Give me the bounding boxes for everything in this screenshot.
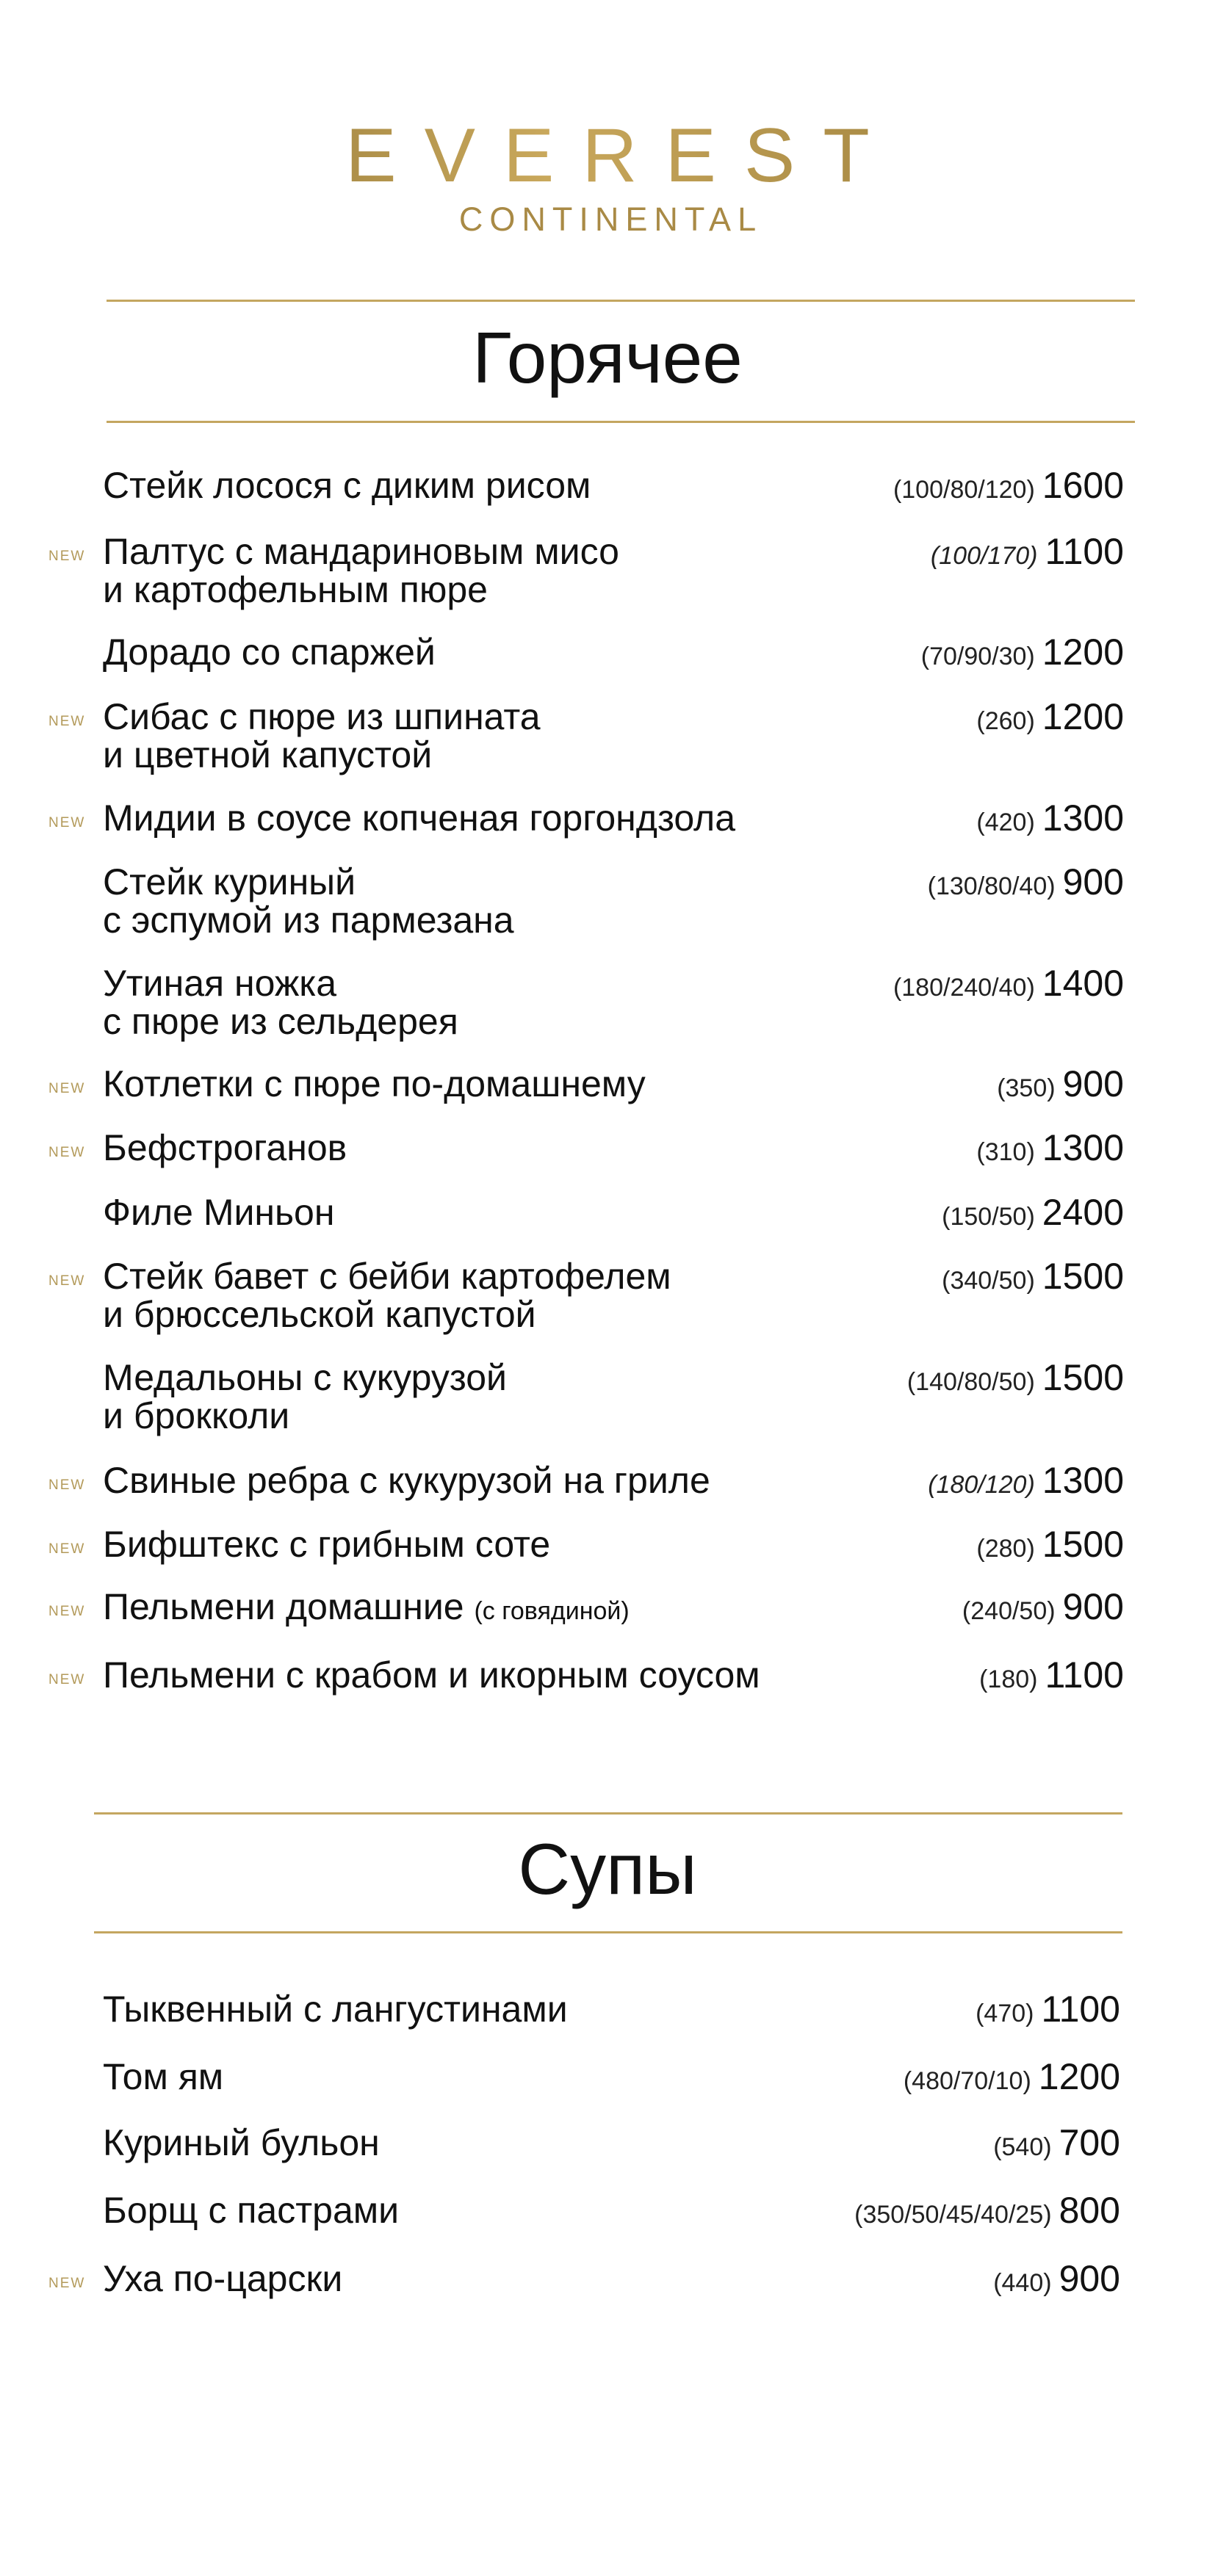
- dish-name-line-2: и цветной капустой: [103, 734, 433, 775]
- dish-price: 2400: [1042, 1192, 1124, 1233]
- dish-price: 1200: [1038, 2056, 1120, 2097]
- dish-price: 900: [1062, 861, 1124, 902]
- dish-name: [103, 1990, 881, 2028]
- dish-weight-price: [976, 1525, 1124, 1563]
- dish-name: [103, 1525, 881, 1563]
- dish-price: 1200: [1042, 696, 1124, 737]
- dish-name: [103, 2058, 881, 2096]
- dish-name: [103, 1193, 881, 1231]
- dish-weight: (280): [976, 1535, 1035, 1563]
- menu-item: [48, 696, 1124, 778]
- dish-price: 1100: [1045, 1654, 1124, 1696]
- dish-price: 700: [1059, 2122, 1120, 2163]
- dish-price: 1300: [1042, 1127, 1124, 1168]
- dish-weight: (130/80/40): [927, 872, 1056, 900]
- menu-item: [48, 1256, 1124, 1338]
- dish-weight-price: [942, 1193, 1124, 1231]
- dish-name: [103, 633, 881, 671]
- dish-weight: (350): [997, 1074, 1056, 1102]
- dish-name-line-2: и брюссельской капустой: [103, 1294, 536, 1335]
- dish-weight: (540): [993, 2133, 1052, 2161]
- menu-item: [48, 531, 1124, 613]
- menu-item: [48, 1654, 1124, 1737]
- dish-price: 1600: [1042, 465, 1124, 506]
- dish-name-line: Мидии в соусе копченая горгондзола: [103, 797, 736, 839]
- dish-weight-price: [907, 1358, 1124, 1397]
- new-badge: NEW: [48, 1145, 86, 1160]
- dish-weight: (340/50): [942, 1267, 1035, 1295]
- dish-name: [103, 863, 881, 939]
- dish-weight-price: [997, 1065, 1124, 1103]
- dish-price: 1300: [1042, 797, 1124, 839]
- dish-name: [103, 1461, 881, 1499]
- new-badge: NEW: [48, 549, 86, 564]
- brand-subtitle: CONTINENTAL: [458, 200, 763, 238]
- dish-name-line: Стейк лосося с диким рисом: [103, 465, 591, 506]
- dish-weight-price: [993, 2124, 1120, 2162]
- divider-soups-top: [94, 1812, 1122, 1815]
- dish-price: 1500: [1042, 1357, 1124, 1398]
- dish-name-line: Свиные ребра с кукурузой на гриле: [103, 1460, 710, 1501]
- dish-price: 1500: [1042, 1524, 1124, 1565]
- dish-price: 1100: [1041, 1989, 1120, 2030]
- dish-weight-price: [893, 466, 1124, 504]
- dish-name-line: Медальоны с кукурузой: [103, 1357, 507, 1398]
- dish-name: [103, 698, 881, 774]
- dish-name: [103, 799, 881, 837]
- dish-name-line: Тыквенный с лангустинами: [103, 1989, 568, 2030]
- menu-item: [103, 1358, 1124, 1439]
- dish-name-line: Сибас с пюре из шпината: [103, 696, 541, 737]
- dish-weight-price: [904, 2058, 1120, 2096]
- divider-soups-bottom: [94, 1931, 1122, 1933]
- dish-weight-price: [928, 1461, 1124, 1499]
- dish-weight-price: [976, 799, 1124, 837]
- new-badge: NEW: [48, 1541, 86, 1557]
- new-badge: NEW: [48, 1081, 86, 1096]
- dish-name: [103, 1065, 881, 1103]
- new-badge: NEW: [48, 2276, 86, 2291]
- dish-weight: (100/170): [930, 542, 1038, 570]
- new-badge: NEW: [48, 1604, 86, 1619]
- new-badge: NEW: [48, 1477, 86, 1493]
- dish-name-line: Бифштекс с грибным соте: [103, 1524, 551, 1565]
- dish-weight: (100/80/120): [893, 476, 1035, 504]
- dish-weight: (180/120): [928, 1471, 1035, 1499]
- dish-weight: (480/70/10): [903, 2067, 1031, 2095]
- dish-weight: (140/80/50): [906, 1368, 1035, 1396]
- dish-price: 1500: [1042, 1256, 1124, 1297]
- dish-weight-price: [976, 1129, 1124, 1167]
- dish-weight-price: [928, 863, 1124, 901]
- menu-item: [103, 863, 1124, 944]
- dish-name: [103, 2191, 881, 2229]
- dish-name: [103, 2260, 881, 2298]
- dish-weight-price: [893, 964, 1124, 1002]
- dish-weight-price: [921, 633, 1124, 671]
- dish-name-line: Стейк куриный: [103, 861, 356, 902]
- dish-note: (с говядиной): [474, 1597, 630, 1625]
- dish-name-line: Утиная ножка: [103, 963, 337, 1004]
- dish-name: [103, 2124, 881, 2162]
- dish-price: 1100: [1045, 531, 1124, 572]
- dish-name: [103, 1656, 881, 1694]
- dish-weight: (150/50): [942, 1203, 1035, 1231]
- dish-name-line-2: и брокколи: [103, 1395, 290, 1436]
- dish-price: 1300: [1042, 1460, 1124, 1501]
- dish-name: [103, 466, 881, 504]
- dish-name: [103, 1588, 881, 1630]
- new-badge: NEW: [48, 714, 86, 729]
- dish-name-line: Бефстроганов: [103, 1127, 347, 1168]
- dish-price: 900: [1059, 2258, 1120, 2299]
- dish-name-line-2: с эспумой из пармезана: [103, 900, 514, 941]
- dish-name: [103, 532, 881, 609]
- menu-item: [48, 2258, 1120, 2340]
- dish-name-line: Куриный бульон: [103, 2122, 380, 2163]
- dish-weight-price: [962, 1588, 1124, 1626]
- section-title-hot: Горячее: [472, 317, 743, 398]
- dish-name: [103, 1129, 881, 1167]
- dish-name-line: Дорадо со спаржей: [103, 632, 436, 673]
- dish-name: [103, 1257, 881, 1334]
- new-badge: NEW: [48, 815, 86, 831]
- dish-name-line: Борщ с пастрами: [103, 2190, 400, 2231]
- divider-hot-bottom: [107, 421, 1135, 423]
- dish-name-line: Уха по-царски: [103, 2258, 343, 2299]
- dish-name-line: Том ям: [103, 2056, 224, 2097]
- brand-name: EVEREST: [0, 117, 1215, 194]
- dish-weight: (420): [976, 808, 1035, 836]
- dish-name-line-2: с пюре из сельдерея: [103, 1001, 458, 1042]
- dish-weight: (180): [979, 1665, 1038, 1693]
- dish-weight: (180/240/40): [893, 974, 1035, 1002]
- dish-weight-price: [993, 2260, 1120, 2298]
- dish-name-line: Пельмени с крабом и икорным соусом: [103, 1654, 760, 1696]
- dish-weight-price: [976, 1990, 1120, 2028]
- dish-name-line-2: и картофельным пюре: [103, 569, 488, 610]
- dish-price: 1400: [1042, 963, 1124, 1004]
- dish-weight-price: [931, 532, 1124, 571]
- menu-item: [103, 964, 1124, 1045]
- section-title-soups: Супы: [518, 1828, 697, 1909]
- brand-logo: [0, 113, 1215, 238]
- dish-name-line: Палтус с мандариновым мисо: [103, 531, 619, 572]
- dish-name-line: Пельмени домашние: [103, 1586, 464, 1627]
- dish-name: [103, 1358, 881, 1435]
- dish-name-line: Стейк бавет с бейби картофелем: [103, 1256, 671, 1297]
- dish-weight: (350/50/45/40/25): [854, 2201, 1052, 2229]
- dish-weight-price: [979, 1656, 1124, 1694]
- dish-weight: (310): [976, 1138, 1035, 1166]
- dish-price: 900: [1062, 1586, 1124, 1627]
- dish-price: 900: [1062, 1063, 1124, 1104]
- dish-weight: (240/50): [962, 1597, 1056, 1625]
- dish-price: 800: [1059, 2190, 1120, 2231]
- dish-weight: (260): [976, 707, 1035, 735]
- dish-weight: (70/90/30): [920, 643, 1035, 670]
- dish-price: 1200: [1042, 632, 1124, 673]
- dish-weight-price: [976, 698, 1124, 736]
- dish-weight: (470): [976, 2000, 1034, 2027]
- new-badge: NEW: [48, 1273, 86, 1289]
- dish-weight: (440): [993, 2269, 1052, 2297]
- dish-weight-price: [942, 1257, 1124, 1295]
- dish-name-line: Филе Миньон: [103, 1192, 335, 1233]
- divider-top: [107, 300, 1135, 302]
- dish-weight-price: [854, 2191, 1120, 2229]
- dish-name-line: Котлетки с пюре по-домашнему: [103, 1063, 646, 1104]
- new-badge: NEW: [48, 1672, 86, 1687]
- dish-name: [103, 964, 881, 1041]
